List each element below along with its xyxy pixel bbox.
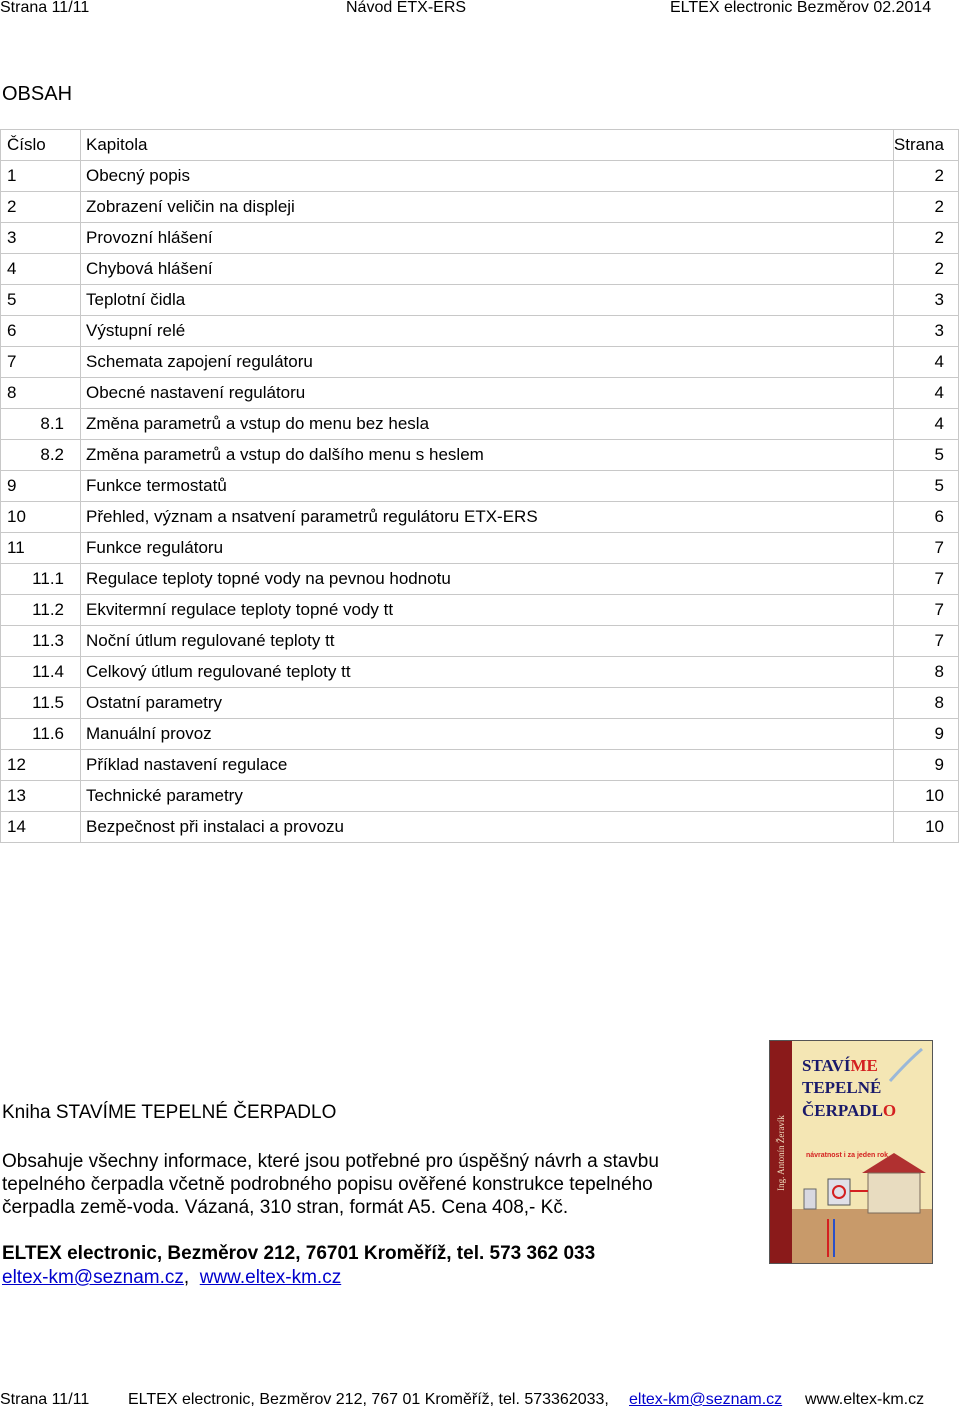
toc-row <box>1 440 959 471</box>
toc-page-number: 5 <box>893 471 958 502</box>
toc-header-page: Strana <box>893 130 958 161</box>
toc-page-number: 7 <box>893 626 958 657</box>
toc-chapter-number: 2 <box>1 192 81 223</box>
book-cover-illustration <box>770 1041 932 1263</box>
toc-page-number: 9 <box>893 750 958 781</box>
toc-chapter-title: Funkce termostatů <box>81 471 894 502</box>
footer-email-link[interactable]: eltex-km@seznam.cz <box>629 1391 783 1408</box>
toc-page-number: 2 <box>893 254 958 285</box>
toc-row <box>1 657 959 688</box>
toc-chapter-title: Regulace teploty topné vody na pevnou hodnotu <box>81 564 894 595</box>
contact-block <box>2 1242 595 1290</box>
footer-address: ELTEX electronic, Bezměrov 212, 767 01 Kroměříž, tel. 573362033, <box>128 1391 609 1408</box>
toc-chapter-title: Bezpečnost při instalaci a provozu <box>81 812 894 843</box>
toc-page-number: 4 <box>893 347 958 378</box>
toc-chapter-title: Noční útlum regulované teploty tt <box>81 626 894 657</box>
toc-subsection-number: 11.1 <box>1 564 81 595</box>
toc-subsection-number: 11.3 <box>1 626 81 657</box>
book-heading: Kniha STAVÍME TEPELNÉ ČERPADLO <box>2 1102 337 1123</box>
toc-page-number: 3 <box>893 285 958 316</box>
toc-chapter-number: 14 <box>1 812 81 843</box>
toc-header-chapter: Kapitola <box>81 130 894 161</box>
toc-chapter-number: 4 <box>1 254 81 285</box>
toc-page-number: 8 <box>893 688 958 719</box>
toc-row <box>1 285 959 316</box>
toc-subsection-number: 11.2 <box>1 595 81 626</box>
toc-page-number: 5 <box>893 440 958 471</box>
toc-chapter-title: Příklad nastavení regulace <box>81 750 894 781</box>
toc-chapter-number: 13 <box>1 781 81 812</box>
toc-chapter-number: 3 <box>1 223 81 254</box>
toc-chapter-title: Zobrazení veličin na displeji <box>81 192 894 223</box>
cover-title-line1: STAVÍME <box>802 1056 878 1075</box>
toc-chapter-title: Chybová hlášení <box>81 254 894 285</box>
toc-page-number: 7 <box>893 595 958 626</box>
toc-chapter-number: 1 <box>1 161 81 192</box>
toc-chapter-title: Změna parametrů a vstup do dalšího menu s heslem <box>81 440 894 471</box>
toc-row <box>1 595 959 626</box>
toc-row <box>1 223 959 254</box>
cover-house-wall <box>868 1173 920 1213</box>
toc-chapter-title: Technické parametry <box>81 781 894 812</box>
footer-web: www.eltex-km.cz <box>805 1391 925 1408</box>
toc-chapter-title: Funkce regulátoru <box>81 533 894 564</box>
toc-row <box>1 471 959 502</box>
toc-chapter-title: Schemata zapojení regulátoru <box>81 347 894 378</box>
toc-page-number: 4 <box>893 409 958 440</box>
toc-row <box>1 378 959 409</box>
toc-row <box>1 750 959 781</box>
book-description: Obsahuje všechny informace, které jsou potřebné pro úspěšný návrh a stavbu tepelného čerpadla včetně podrobného popisu ověřené konstrukce tepelného čerpadla země-voda. Vázaná, 310 stran, formát A5. Cena 408,- Kč. <box>2 1151 659 1218</box>
toc-row <box>1 192 959 223</box>
toc-row <box>1 781 959 812</box>
toc-subsection-number: 8.1 <box>1 409 81 440</box>
toc-chapter-title: Manuální provoz <box>81 719 894 750</box>
toc-chapter-title: Obecné nastavení regulátoru <box>81 378 894 409</box>
toc-chapter-title: Celkový útlum regulované teploty tt <box>81 657 894 688</box>
cover-subtitle: návratnost i za jeden rok <box>806 1152 889 1159</box>
toc-chapter-number: 11 <box>1 533 81 564</box>
header-document-name: Návod ETX-ERS <box>346 0 467 16</box>
toc-page-number: 2 <box>893 192 958 223</box>
toc-header-row <box>1 130 959 161</box>
toc-row <box>1 626 959 657</box>
toc-chapter-number: 7 <box>1 347 81 378</box>
toc-subsection-number: 8.2 <box>1 440 81 471</box>
toc-page-number: 6 <box>893 502 958 533</box>
cover-author: Ing. Antonín Žeravík <box>776 1115 786 1191</box>
toc-header-number: Číslo <box>1 130 81 161</box>
toc-page-number: 7 <box>893 564 958 595</box>
cover-heat-pump <box>828 1179 850 1205</box>
toc-chapter-number: 9 <box>1 471 81 502</box>
toc-row <box>1 502 959 533</box>
toc-chapter-title: Přehled, význam a nsatvení parametrů regulátoru ETX-ERS <box>81 502 894 533</box>
cover-title-line3: ČERPADLO <box>802 1101 897 1120</box>
toc-page-number: 9 <box>893 719 958 750</box>
toc-page-number: 8 <box>893 657 958 688</box>
toc-row <box>1 316 959 347</box>
toc-row <box>1 812 959 843</box>
contact-separator: , <box>183 1267 190 1288</box>
contact-links <box>2 1266 595 1290</box>
toc-chapter-title: Obecný popis <box>81 161 894 192</box>
toc-chapter-number: 6 <box>1 316 81 347</box>
toc-chapter-number: 8 <box>1 378 81 409</box>
toc-chapter-title: Výstupní relé <box>81 316 894 347</box>
toc-row <box>1 533 959 564</box>
header-company-date: ELTEX electronic Bezměrov 02.2014 <box>670 0 932 16</box>
toc-row <box>1 347 959 378</box>
contact-line: ELTEX electronic, Bezměrov 212, 76701 Kroměříž, tel. 573 362 033 <box>2 1243 596 1264</box>
toc-page-number: 7 <box>893 533 958 564</box>
toc-subsection-number: 11.6 <box>1 719 81 750</box>
page-title: OBSAH <box>2 83 73 105</box>
toc-page-number: 2 <box>893 161 958 192</box>
toc-body <box>1 130 959 843</box>
toc-chapter-title: Ostatní parametry <box>81 688 894 719</box>
toc-chapter-number: 10 <box>1 502 81 533</box>
toc-page-number: 10 <box>893 812 958 843</box>
toc-table <box>0 129 959 843</box>
toc-page-number: 10 <box>893 781 958 812</box>
page-footer <box>0 1391 960 1409</box>
toc-chapter-title: Provozní hlášení <box>81 223 894 254</box>
book-cover-image <box>769 1040 933 1264</box>
toc-row <box>1 409 959 440</box>
contact-web-link[interactable]: www.eltex-km.cz <box>199 1267 342 1288</box>
contact-email-link[interactable]: eltex-km@seznam.cz <box>2 1267 184 1288</box>
cover-title-line2: TEPELNÉ <box>802 1078 882 1097</box>
cover-ground <box>792 1209 932 1263</box>
footer-page-number: Strana 11/11 <box>0 1391 90 1408</box>
toc-chapter-title: Ekvitermní regulace teploty topné vody tt <box>81 595 894 626</box>
page-header <box>0 0 960 16</box>
toc-row <box>1 688 959 719</box>
toc-chapter-title: Změna parametrů a vstup do menu bez hesla <box>81 409 894 440</box>
toc-page-number: 2 <box>893 223 958 254</box>
toc-subsection-number: 11.5 <box>1 688 81 719</box>
toc-chapter-number: 12 <box>1 750 81 781</box>
toc-chapter-number: 5 <box>1 285 81 316</box>
toc-row <box>1 564 959 595</box>
toc-chapter-title: Teplotní čidla <box>81 285 894 316</box>
toc-page-number: 3 <box>893 316 958 347</box>
toc-page-number: 4 <box>893 378 958 409</box>
header-page-number: Strana 11/11 <box>0 0 90 16</box>
toc-row <box>1 254 959 285</box>
toc-row <box>1 161 959 192</box>
toc-subsection-number: 11.4 <box>1 657 81 688</box>
cover-boiler <box>804 1189 816 1209</box>
toc-row <box>1 719 959 750</box>
